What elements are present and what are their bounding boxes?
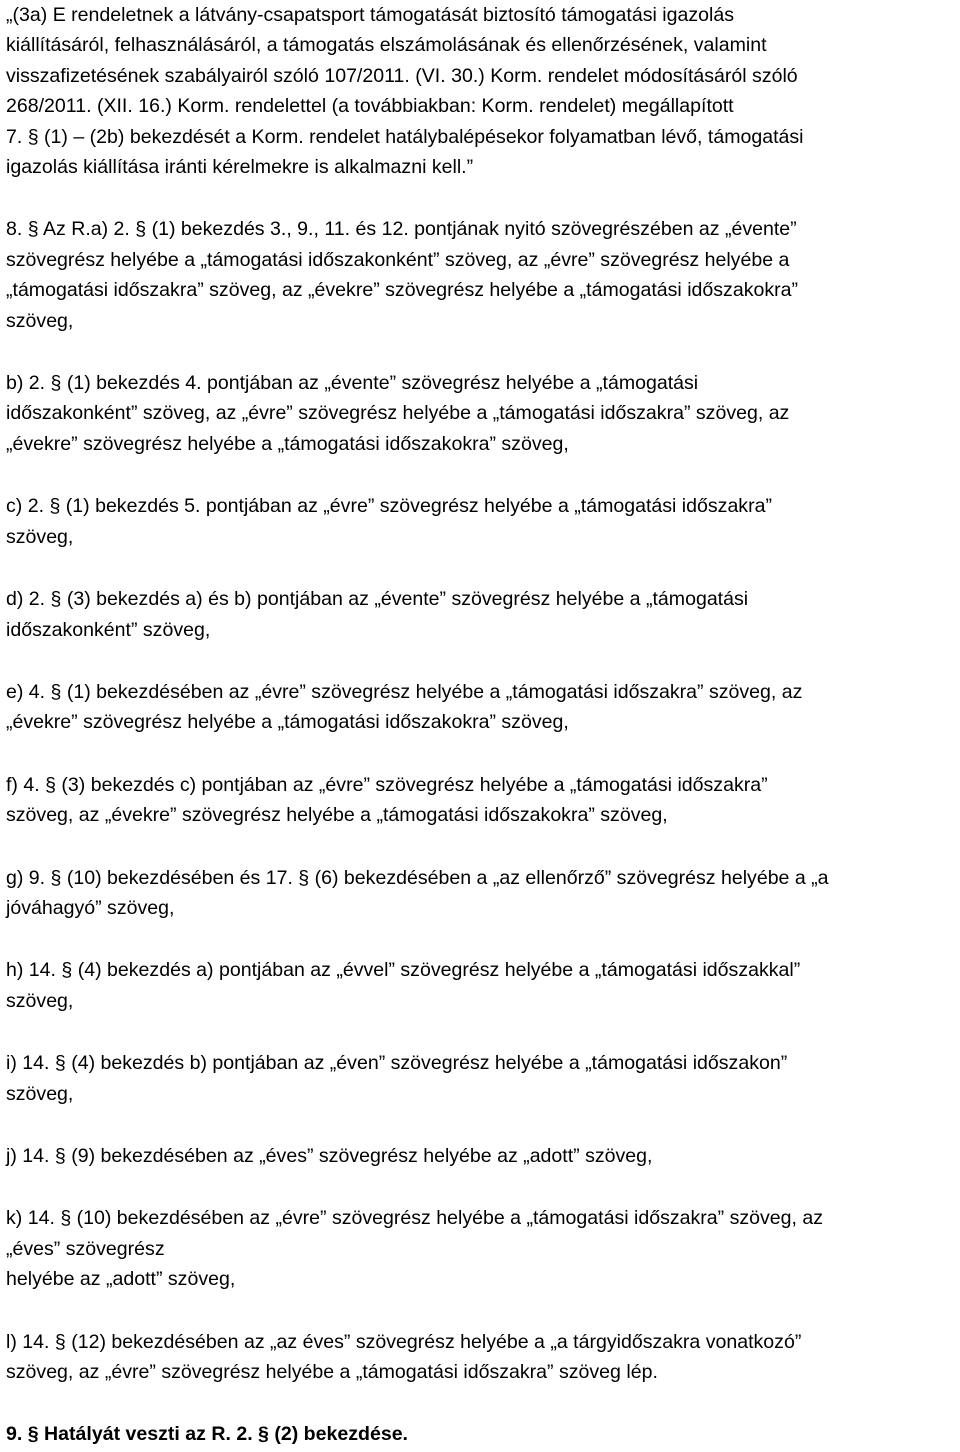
paragraph-gap <box>6 1387 958 1419</box>
text-line: f) 4. § (3) bekezdés c) pontjában az „évre” szövegrész helyébe a „támogatási időszakra” <box>6 773 768 796</box>
text-line: „éves” szövegrész <box>6 1237 165 1260</box>
text-line: kiállításáról, felhasználásáról, a támogatás elszámolásának és ellenőrzésének, valamint <box>6 34 767 57</box>
text-line: szöveg, <box>6 989 74 1012</box>
point-b-paragraph <box>6 368 958 459</box>
paragraph-gap <box>6 182 958 214</box>
text-line: e) 4. § (1) bekezdésében az „évre” szövegrész helyébe a „támogatási időszakra” szöveg, az <box>6 680 803 703</box>
text-line: j) 14. § (9) bekezdésében az „éves” szövegrész helyébe az „adott” szöveg, <box>6 1144 653 1167</box>
text-line: „támogatási időszakra” szöveg, az „évekre” szövegrész helyébe a „támogatási időszakokra” <box>6 279 799 302</box>
point-e-paragraph <box>6 677 958 738</box>
text-line: „évekre” szövegrész helyébe a „támogatási időszakokra” szöveg, <box>6 432 569 455</box>
point-i-paragraph <box>6 1048 958 1109</box>
text-line: i) 14. § (4) bekezdés b) pontjában az „éven” szövegrész helyébe a „támogatási időszakon” <box>6 1052 788 1075</box>
text-line: 9. § Hatályát veszti az R. 2. § (2) bekezdése. <box>6 1423 408 1446</box>
text-line: szöveg, <box>6 309 74 332</box>
paragraph-gap <box>6 336 958 368</box>
section-9-heading <box>6 1419 958 1449</box>
text-line: időszakonként” szöveg, az „évre” szövegrész helyébe a „támogatási időszakra” szöveg, az <box>6 402 790 425</box>
paragraph-gap <box>6 923 958 955</box>
text-line: igazolás kiállítása iránti kérelmekre is alkalmazni kell.” <box>6 156 474 179</box>
text-line: időszakonként” szöveg, <box>6 618 211 641</box>
text-line: 8. § Az R.a) 2. § (1) bekezdés 3., 9., 11. és 12. pontjának nyitó szövegrészében az „évente” <box>6 218 797 241</box>
intro-paragraph <box>6 0 958 182</box>
point-f-paragraph <box>6 770 958 831</box>
paragraph-gap <box>6 459 958 491</box>
paragraph-gap <box>6 738 958 770</box>
document-body <box>6 0 958 1450</box>
section-8-paragraph <box>6 214 958 336</box>
text-line: szöveg, az „évre” szövegrész helyébe a „támogatási időszakra” szöveg lép. <box>6 1361 658 1383</box>
text-line: szöveg, <box>6 525 74 548</box>
paragraph-gap <box>6 552 958 584</box>
paragraph-gap <box>6 1016 958 1048</box>
point-d-paragraph <box>6 584 958 645</box>
text-line: h) 14. § (4) bekezdés a) pontjában az „évvel” szövegrész helyébe a „támogatási időszakkal” <box>6 959 801 982</box>
text-line: jóváhagyó” szöveg, <box>6 896 175 919</box>
text-line: c) 2. § (1) bekezdés 5. pontjában az „évre” szövegrész helyébe a „támogatási időszakra” <box>6 495 772 518</box>
paragraph-gap <box>6 1109 958 1141</box>
point-j-paragraph <box>6 1141 958 1171</box>
text-line: szöveg, <box>6 1082 74 1105</box>
text-line: szöveg, az „évekre” szövegrész helyébe a „támogatási időszakokra” szöveg, <box>6 804 668 827</box>
text-line: l) 14. § (12) bekezdésében az „az éves” szövegrész helyébe a „a tárgyidőszakra vonatkozó” <box>6 1330 802 1353</box>
text-line: visszafizetésének szabályairól szóló 107/2011. (VI. 30.) Korm. rendelet módosításáról szóló <box>6 64 798 87</box>
paragraph-gap <box>6 1295 958 1327</box>
point-c-paragraph <box>6 491 958 552</box>
text-line: helyébe az „adott” szöveg, <box>6 1268 236 1291</box>
text-line: 268/2011. (XII. 16.) Korm. rendelettel (a továbbiakban: Korm. rendelet) megállapított <box>6 95 734 118</box>
text-line: b) 2. § (1) bekezdés 4. pontjában az „évente” szövegrész helyébe a „támogatási <box>6 372 699 395</box>
text-line: k) 14. § (10) bekezdésében az „évre” szövegrész helyébe a „támogatási időszakra” szöveg, az <box>6 1207 824 1230</box>
paragraph-gap <box>6 1171 958 1203</box>
text-line: g) 9. § (10) bekezdésében és 17. § (6) bekezdésében a „az ellenőrző” szövegrész helyébe a „a <box>6 866 829 889</box>
paragraph-gap <box>6 645 958 677</box>
text-line: 7. § (1) – (2b) bekezdését a Korm. rendelet hatálybalépésekor folyamatban lévő, támogatási <box>6 125 804 148</box>
point-h-paragraph <box>6 955 958 1016</box>
text-line: szövegrész helyébe a „támogatási időszakonként” szöveg, az „évre” szövegrész helyébe a <box>6 248 790 271</box>
point-l-paragraph <box>6 1327 958 1388</box>
point-k-paragraph <box>6 1203 958 1294</box>
text-line: „évekre” szövegrész helyébe a „támogatási időszakokra” szöveg, <box>6 711 569 734</box>
text-line: „(3a) E rendeletnek a látvány-csapatsport támogatását biztosító támogatási igazolás <box>6 4 734 26</box>
point-g-paragraph <box>6 863 958 924</box>
paragraph-gap <box>6 831 958 863</box>
text-line: d) 2. § (3) bekezdés a) és b) pontjában az „évente” szövegrész helyébe a „támogatási <box>6 588 749 611</box>
